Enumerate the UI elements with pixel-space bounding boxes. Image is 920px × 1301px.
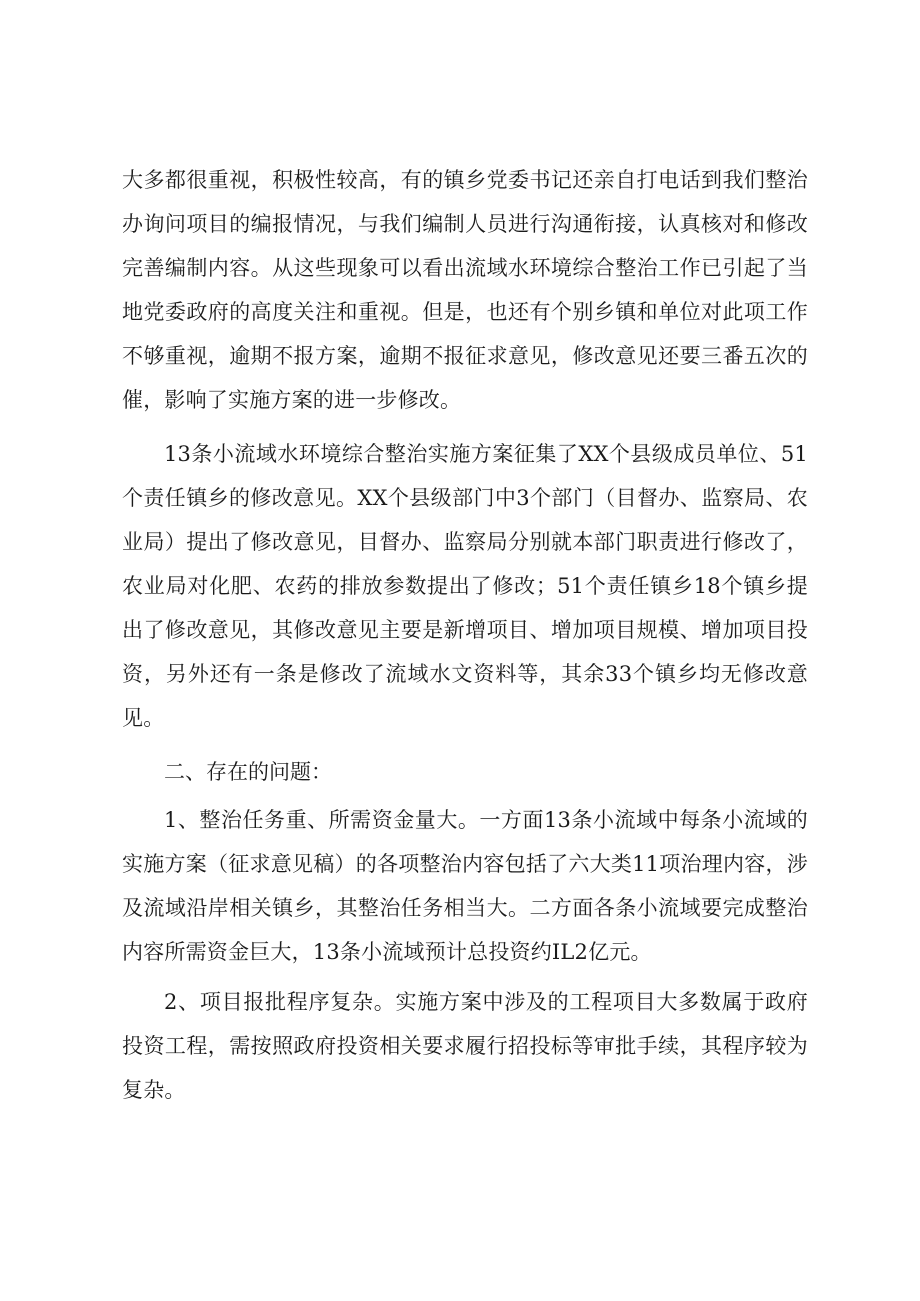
issue-item-1: 1、整治任务重、所需资金量大。一方面13条小流域中每条小流域的实施方案（征求意见稿）的各项整治内容包括了六大类11项治理内容，涉及流域沿岸相关镇乡，其整治任务相当大。二方面各条小流域要完成整治内容所需资金巨大，13条小流域预计总投资约IL2亿元。 xyxy=(122,808,808,964)
issue-item-2: 2、项目报批程序复杂。实施方案中涉及的工程项目大多数属于政府投资工程，需按照政府投资相关要求履行招投标等审批手续，其程序较为复杂。 xyxy=(122,990,808,1102)
paragraph-continuation: 大多都很重视，积极性较高，有的镇乡党委书记还亲自打电话到我们整治办询问项目的编报情况，与我们编制人员进行沟通衔接，认真核对和修改完善编制内容。从这些现象可以看出流域水环境综合整治工作已引起了当地党委政府的高度关注和重视。但是，也还有个别乡镇和单位对此项工作不够重视，逾期不报方案，逾期不报征求意见，修改意见还要三番五次的催，影响了实施方案的进一步修改。 xyxy=(122,168,808,412)
paragraph-feedback-summary: 13条小流域水环境综合整治实施方案征集了XX个县级成员单位、51个责任镇乡的修改意见。XX个县级部门中3个部门（目督办、监察局、农业局）提出了修改意见，目督办、监察局分别就本部门职责进行修改了，农业局对化肥、农药的排放参数提出了修改；51个责任镇乡18个镇乡提出了修改意见，其修改意见主要是新增项目、增加项目规模、增加项目投资，另外还有一条是修改了流域水文资料等，其余33个镇乡均无修改意见。 xyxy=(122,442,808,730)
section-heading-problems: 二、存在的问题： xyxy=(164,760,332,784)
document-body xyxy=(122,158,808,1122)
